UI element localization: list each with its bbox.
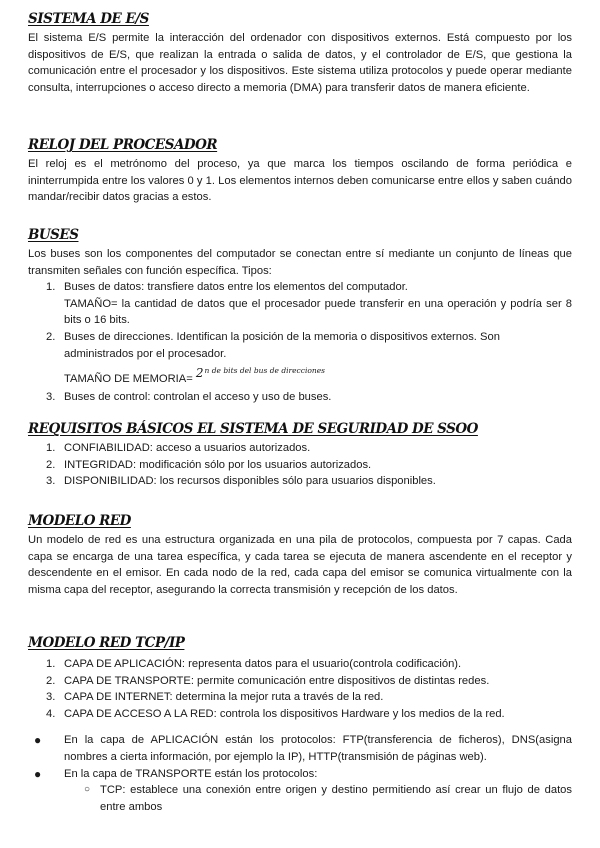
sub-bullet-item-text: TCP: establece una conexión entre origen y destino permitiendo así crear un flujo de datos entre ambos xyxy=(100,784,572,813)
list-item xyxy=(28,440,572,457)
section-sistema-es xyxy=(28,10,572,96)
list-item-text: CONFIABILIDAD: acceso a usuarios autorizados. xyxy=(64,442,311,454)
section-modelo-red xyxy=(28,512,572,598)
sub-bullet-item xyxy=(28,782,572,815)
list-number: 3. xyxy=(46,390,56,403)
list-item-text: Buses de control: controlan el acceso y uso de buses. xyxy=(64,390,332,403)
heading-sistema-es: SISTEMA DE E/S xyxy=(28,11,149,27)
heading-tcpip: MODELO RED TCP/IP xyxy=(28,635,185,651)
list-item xyxy=(28,279,572,296)
list-item xyxy=(28,673,572,690)
list-number: 2. xyxy=(46,458,56,471)
list-number: 4. xyxy=(46,707,56,720)
bullet-icon: ● xyxy=(34,733,42,748)
heading-modelo-red: MODELO RED xyxy=(28,513,131,529)
list-item xyxy=(28,389,572,406)
section-seguridad xyxy=(28,420,572,490)
bullet-item-text: En la capa de APLICACIÓN están los protocolos: FTP(transferencia de ficheros), DNS(asigna nombres a cierta información, por ejemplo la IP), HTTP(transmisión de páginas web). xyxy=(64,734,572,763)
bullet-item xyxy=(28,766,572,783)
list-number: 2. xyxy=(46,674,56,687)
list-item xyxy=(28,689,572,706)
list-number: 3. xyxy=(46,691,56,704)
paragraph-sistema-es: El sistema E/S permite la interacción del ordenador con dispositivos externos. Está compuesto por los dispositivos de E/S, que realizan la entrada o salida de datos, y el controlador de E/S, que gestiona la comunicación entre el procesador y los dispositivos. Este sistema utiliza protocolos y puede operar mediante consulta, interrupciones o acceso directo a memoria (DMA) para transferir datos de manera eficiente. xyxy=(28,32,572,94)
list-item xyxy=(28,457,572,474)
heading-buses: BUSES xyxy=(28,227,79,243)
list-item-text: CAPA DE TRANSPORTE: permite comunicación entre dispositivos de distintas redes. xyxy=(64,674,490,687)
list-item-text: CAPA DE INTERNET: determina la mejor ruta a través de la red. xyxy=(64,691,384,704)
list-item-text: CAPA DE ACCESO A LA RED: controla los dispositivos Hardware y los medios de la red. xyxy=(64,707,505,720)
section-reloj xyxy=(28,136,572,206)
section-tcpip xyxy=(28,634,572,815)
formula-exponent: n de bits del bus de direcciones xyxy=(204,366,325,376)
list-item xyxy=(28,329,572,362)
heading-reloj: RELOJ DEL PROCESADOR xyxy=(28,137,218,153)
formula-label: TAMAÑO DE MEMORIA= xyxy=(64,373,193,386)
paragraph-modelo-red: Un modelo de red es una estructura organizada en una pila de protocolos, compuesta por 7 capas. Cada capa se encarga de una tarea específica, y cada tarea se ejecuta de manera ascendente en el receptor y descendente en el emisor. En cada nodo de la red, cada capa del emisor se comunica virtualmente con la misma capa del receptor, asegurando la correcta transmisión y recepción de los datos. xyxy=(28,534,572,596)
bullet-icon: ● xyxy=(34,766,42,781)
bus-datos-size: TAMAÑO= la cantidad de datos que el procesador puede transferir en una operación y podría ser 8 bits o 16 bits. xyxy=(64,297,572,327)
list-number: 3. xyxy=(46,475,56,488)
buses-list xyxy=(28,279,572,405)
tcpip-bullet-list xyxy=(28,732,572,782)
list-item-text: INTEGRIDAD: modificación sólo por los usuarios autorizados. xyxy=(64,458,372,471)
section-buses xyxy=(28,226,572,405)
list-number: 2. xyxy=(46,330,56,343)
list-item xyxy=(28,656,572,673)
list-item xyxy=(28,473,572,490)
seguridad-list xyxy=(28,440,572,490)
paragraph-buses-intro: Los buses son los componentes del computador se conectan entre sí mediante un conjunto de líneas que transmiten señales con función específica. Tipos: xyxy=(28,248,572,277)
paragraph-reloj: El reloj es el metrónomo del proceso, ya que marca los tiempos oscilando de forma periódica e ininterrumpida entre los valores 0 y 1. Los elementos internos deben comunicarse entre ellos y saben cuándo mandar/recibir datos gracias a estos. xyxy=(28,158,572,204)
hollow-bullet-icon: ○ xyxy=(84,784,91,796)
list-item-text: DISPONIBILIDAD: los recursos disponibles sólo para usuarios disponibles. xyxy=(64,475,436,488)
list-item-text: CAPA DE APLICACIÓN: representa datos para el usuario(controla codificación). xyxy=(64,658,462,670)
bullet-item-text: En la capa de TRANSPORTE están los protocolos: xyxy=(64,767,318,780)
heading-seguridad: REQUISITOS BÁSICOS EL SISTEMA DE SEGURIDAD DE SSOO xyxy=(28,421,478,437)
list-number: 1. xyxy=(46,658,56,670)
bullet-item xyxy=(28,732,572,765)
tcpip-layers-list xyxy=(28,656,572,722)
list-item xyxy=(28,706,572,723)
list-item-text: Buses de direcciones. Identifican la posición de la memoria o dispositivos externos. Son administrados por el procesador. xyxy=(64,330,500,360)
memory-size-formula xyxy=(28,365,572,389)
list-number: 1. xyxy=(46,442,56,454)
list-number: 1. xyxy=(46,281,56,294)
list-item-text: Buses de datos: transfiere datos entre los elementos del computador. xyxy=(64,281,408,294)
formula-base: 2 xyxy=(195,366,204,381)
tcpip-sub-bullet-list xyxy=(28,782,572,815)
